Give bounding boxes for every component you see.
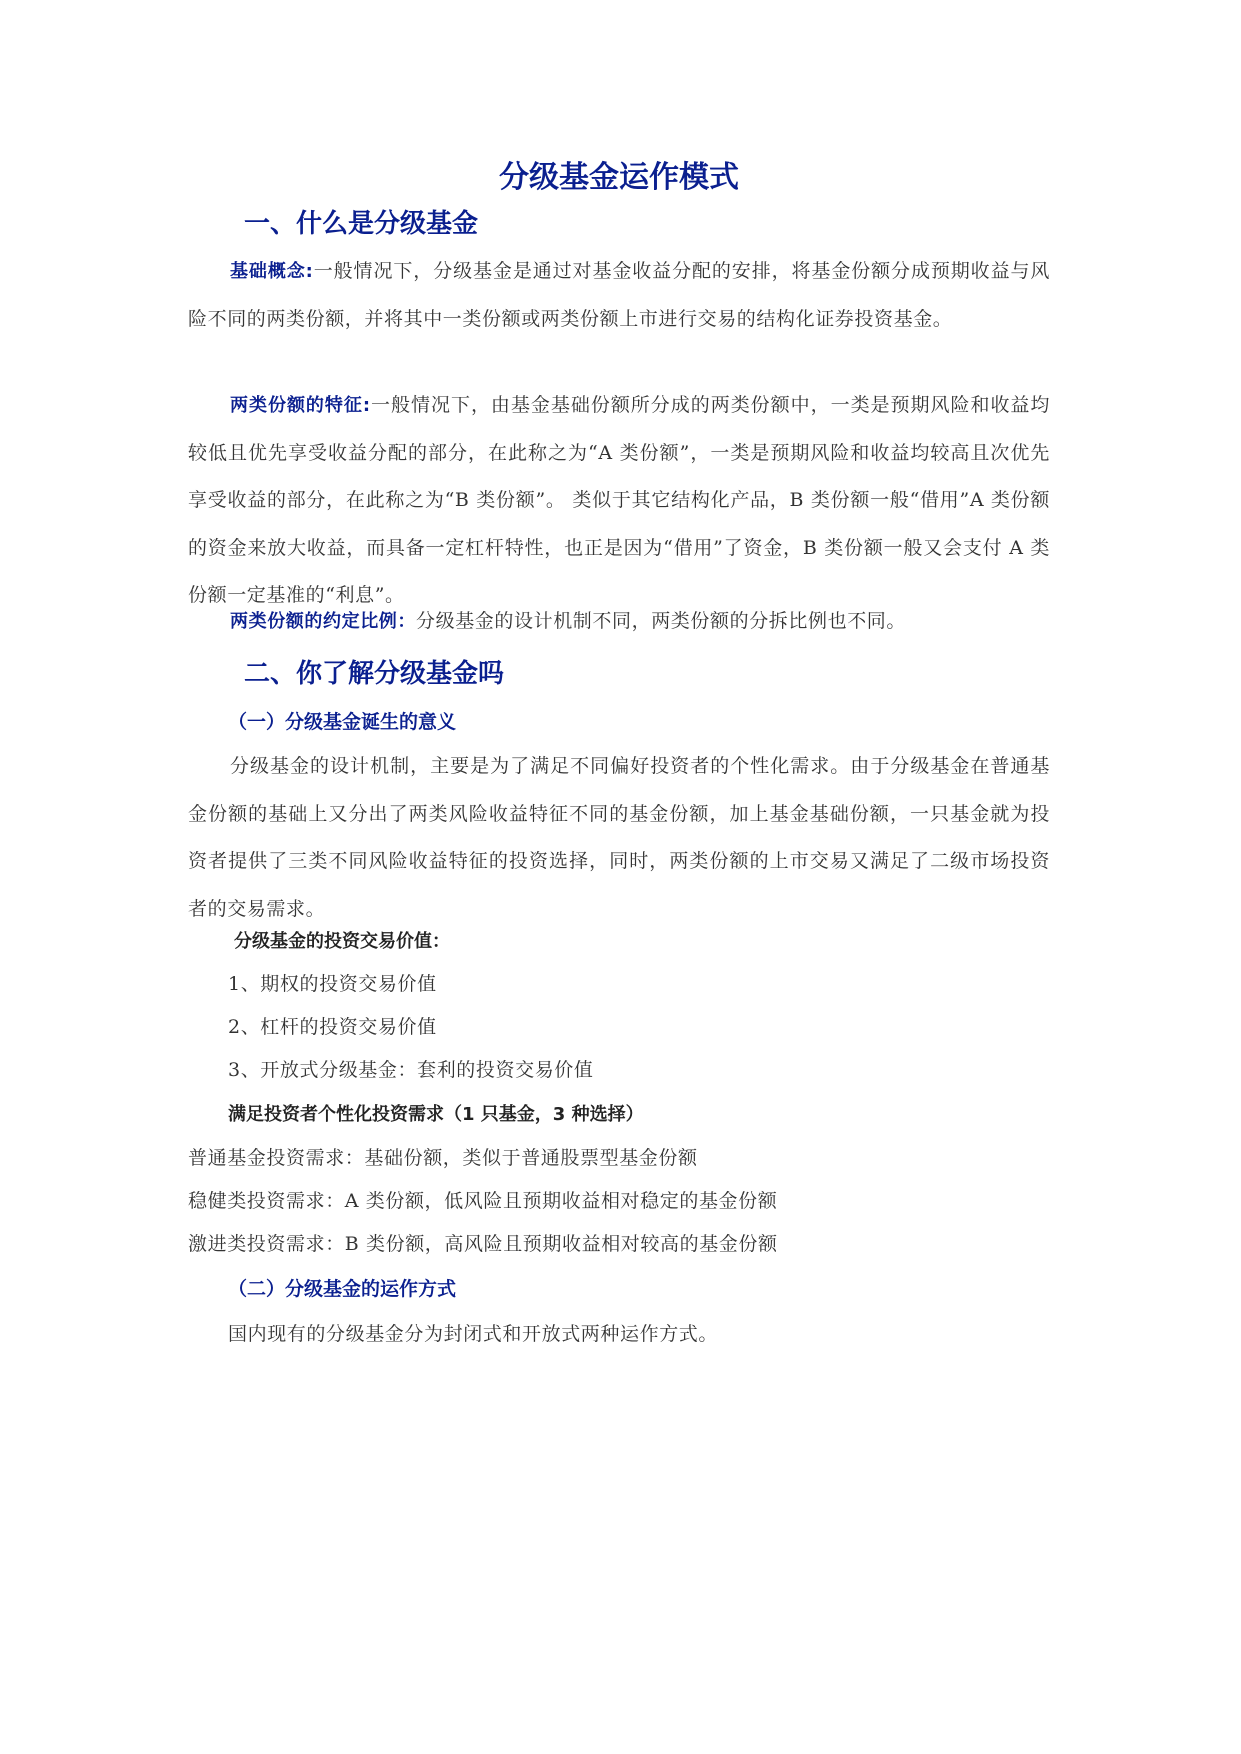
needs-item-1: 普通基金投资需求：基础份额，类似于普通股票型基金份额	[188, 1147, 698, 1169]
share-features-text: 一般情况下，由基金基础份额所分成的两类份额中，一类是预期风险和收益均较低且优先享受收益分配的部分，在此称之为“A 类份额”，一类是预期风险和收益均较高且次优先享受收益的部分，在此称之为“B 类份额”。 类似于其它结构化产品，B 类份额一般“借用”A 类份额的资金来放大收益，而具备一定杠杆特性，也正是因为“借用”了资金，B 类份额一般又会支付 A 类份额一定基准的“利息”。	[188, 394, 1051, 606]
investment-value-heading: 分级基金的投资交易价值：	[234, 931, 450, 952]
value-item-3: 3、开放式分级基金：套利的投资交易价值	[228, 1059, 594, 1081]
paragraph-share-ratio	[188, 598, 1050, 646]
needs-item-3: 激进类投资需求：B 类份额，高风险且预期收益相对较高的基金份额	[188, 1233, 778, 1255]
share-ratio-label: 两类份额的约定比例：	[230, 611, 416, 632]
personalized-needs-heading: 满足投资者个性化投资需求（1 只基金，3 种选择）	[228, 1104, 644, 1125]
needs-item-2: 稳健类投资需求：A 类份额，低风险且预期收益相对稳定的基金份额	[188, 1190, 778, 1212]
value-item-2: 2、杠杆的投资交易价值	[228, 1016, 437, 1038]
paragraph-basic-concept	[188, 248, 1050, 343]
basic-concept-text: 一般情况下，分级基金是通过对基金收益分配的安排，将基金份额分成预期收益与风险不同的两类份额，并将其中一类份额或两类份额上市进行交易的结构化证券投资基金。	[188, 260, 1051, 330]
paragraph-share-features	[188, 382, 1050, 620]
section-1-heading: 一、什么是分级基金	[244, 209, 479, 239]
basic-concept-label: 基础概念:	[230, 261, 314, 282]
operation-modes-text: 国内现有的分级基金分为封闭式和开放式两种运作方式。	[228, 1323, 719, 1345]
share-features-label: 两类份额的特征:	[230, 395, 371, 416]
share-ratio-text: 分级基金的设计机制不同，两类份额的分拆比例也不同。	[416, 610, 907, 632]
value-item-1: 1、期权的投资交易价值	[228, 973, 437, 995]
paragraph-significance: 分级基金的设计机制，主要是为了满足不同偏好投资者的个性化需求。由于分级基金在普通基金份额的基础上又分出了两类风险收益特征不同的基金份额，加上基金基础份额，一只基金就为投资者提供了三类不同风险收益特征的投资选择，同时，两类份额的上市交易又满足了二级市场投资者的交易需求。	[188, 755, 1050, 920]
subsection-1-heading: （一）分级基金诞生的意义	[228, 711, 457, 733]
subsection-2-heading: （二）分级基金的运作方式	[228, 1278, 457, 1300]
section-2-heading: 二、你了解分级基金吗	[244, 659, 505, 689]
document-title: 分级基金运作模式	[499, 160, 739, 195]
